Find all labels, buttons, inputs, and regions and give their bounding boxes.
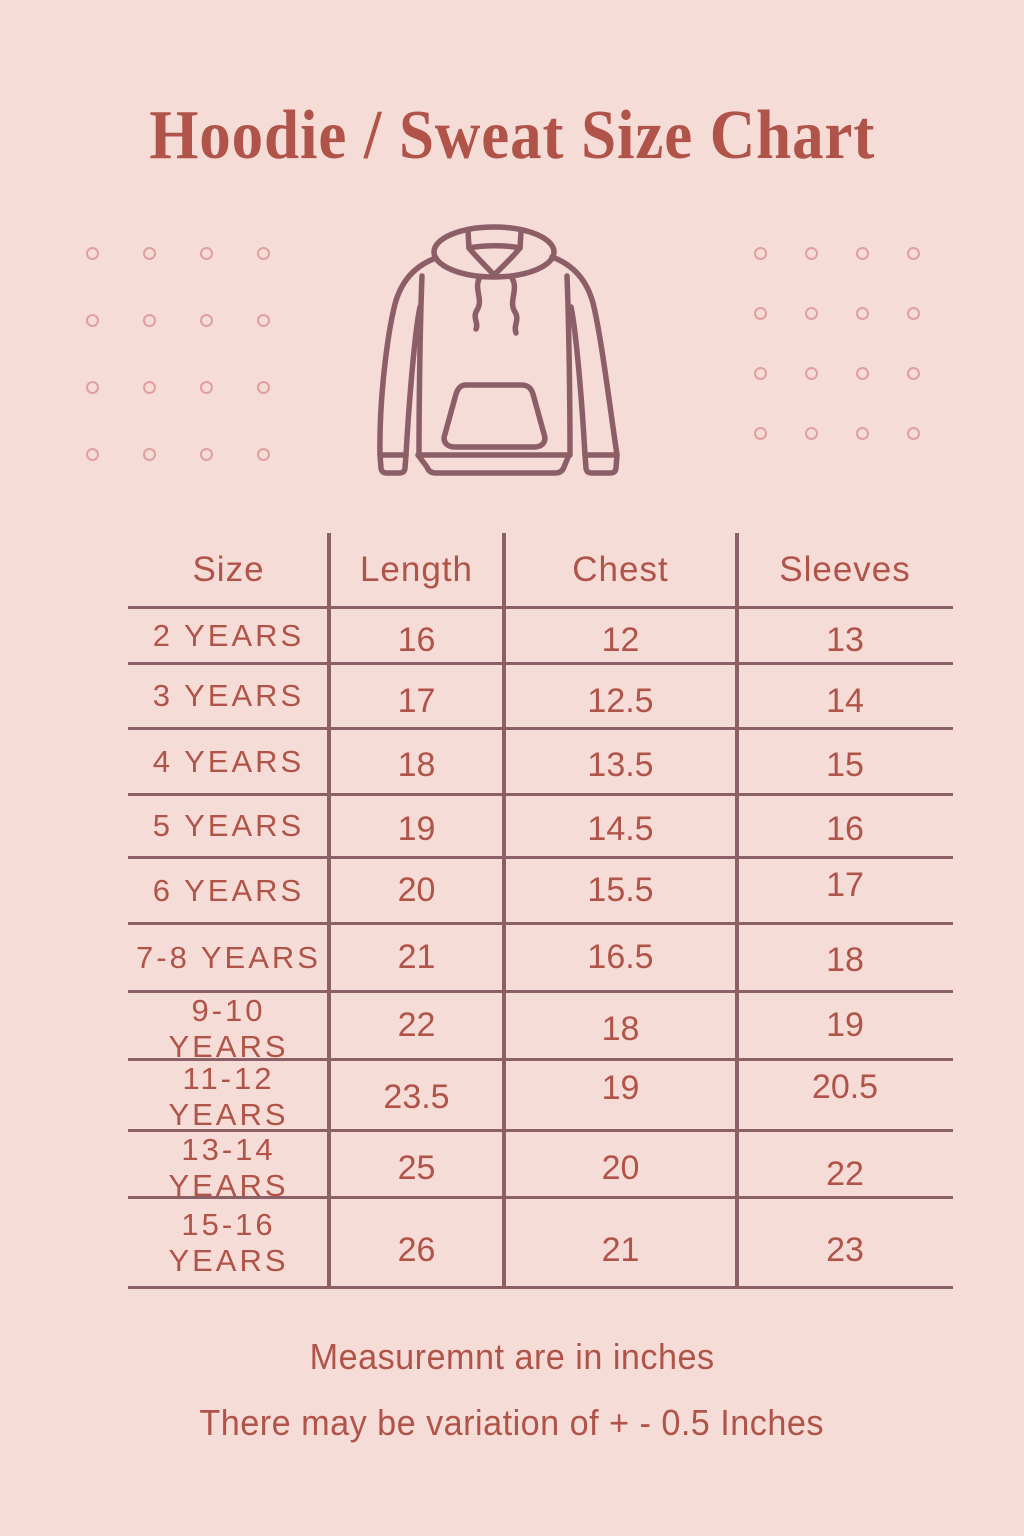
chest-cell: 14.5 — [587, 809, 654, 848]
dot-ring-icon — [805, 247, 818, 260]
page-title-wrap — [0, 96, 1024, 176]
chest-cell: 12 — [601, 621, 640, 659]
sleeves-cell: 22 — [826, 1154, 864, 1193]
dot-ring-icon — [856, 367, 869, 380]
dot-ring-icon — [907, 367, 920, 380]
chest-cell: 20 — [601, 1148, 640, 1187]
dot-ring-icon — [805, 427, 818, 440]
size-cell: 15-16 YEARS — [168, 1206, 289, 1278]
length-cell: 19 — [397, 809, 436, 848]
dot-ring-icon — [86, 448, 99, 461]
table-row — [128, 1061, 953, 1132]
measurement-note — [0, 1336, 1024, 1378]
chest-cell: 13.5 — [587, 746, 654, 784]
table-row — [128, 925, 953, 993]
length-cell: 26 — [397, 1231, 436, 1269]
length-cell: 20 — [397, 871, 436, 909]
dot-ring-icon — [143, 381, 156, 394]
dot-ring-icon — [200, 247, 213, 260]
dot-ring-icon — [805, 367, 818, 380]
dot-ring-icon — [754, 247, 767, 260]
column-header-sleeves: Sleeves — [779, 549, 911, 589]
table-row — [128, 665, 953, 730]
dot-ring-icon — [86, 247, 99, 260]
dot-ring-icon — [200, 381, 213, 394]
dot-grid-right-decoration — [754, 247, 920, 440]
column-header-size: Size — [192, 549, 265, 589]
measurement-note-text: Measuremnt are in inches — [309, 1336, 715, 1377]
chest-cell: 21 — [601, 1231, 640, 1269]
size-cell: 13-14 YEARS — [168, 1132, 289, 1203]
sleeves-cell: 20.5 — [811, 1067, 879, 1106]
size-chart-table — [128, 533, 953, 1289]
variation-note — [0, 1402, 1024, 1444]
chest-cell: 19 — [601, 1068, 640, 1107]
table-row — [128, 859, 953, 925]
dot-ring-icon — [907, 427, 920, 440]
sleeves-cell: 15 — [826, 746, 864, 784]
table-row — [128, 730, 953, 796]
dot-ring-icon — [856, 247, 869, 260]
sleeves-cell: 19 — [826, 1005, 864, 1044]
dot-ring-icon — [754, 367, 767, 380]
length-cell: 22 — [397, 1005, 436, 1044]
sleeves-cell: 13 — [826, 621, 864, 659]
variation-note-text: There may be variation of + - 0.5 Inches — [199, 1402, 825, 1443]
length-cell: 23.5 — [383, 1077, 450, 1116]
dot-ring-icon — [257, 314, 270, 327]
column-header-length: Length — [359, 549, 474, 589]
dot-ring-icon — [86, 314, 99, 327]
dot-ring-icon — [257, 448, 270, 461]
page-title: Hoodie / Sweat Size Chart — [149, 97, 875, 174]
size-cell: 9-10 YEARS — [168, 993, 289, 1064]
chest-cell: 12.5 — [587, 681, 654, 720]
hoodie-icon — [360, 215, 660, 485]
sleeves-cell: 17 — [826, 866, 864, 904]
dot-ring-icon — [754, 427, 767, 440]
dot-ring-icon — [86, 381, 99, 394]
size-cell: 11-12 YEARS — [168, 1061, 289, 1132]
table-header-row — [128, 533, 953, 609]
sleeves-cell: 23 — [826, 1231, 864, 1269]
table-row — [128, 796, 953, 859]
chest-cell: 15.5 — [587, 871, 654, 909]
length-cell: 18 — [397, 746, 436, 784]
size-cell: 3 YEARS — [152, 678, 305, 713]
dot-ring-icon — [754, 307, 767, 320]
dot-ring-icon — [143, 247, 156, 260]
dot-ring-icon — [200, 448, 213, 461]
length-cell: 21 — [397, 938, 436, 976]
dot-ring-icon — [856, 307, 869, 320]
size-cell: 4 YEARS — [152, 743, 305, 779]
dot-ring-icon — [257, 381, 270, 394]
dot-ring-icon — [200, 314, 213, 327]
size-cell: 7-8 YEARS — [136, 939, 321, 975]
length-cell: 17 — [397, 681, 436, 720]
dot-ring-icon — [257, 247, 270, 260]
sleeves-cell: 16 — [826, 809, 864, 848]
sleeves-cell: 14 — [826, 681, 864, 720]
column-header-chest: Chest — [572, 549, 669, 589]
sleeves-cell: 18 — [826, 941, 864, 979]
dot-ring-icon — [143, 448, 156, 461]
dot-ring-icon — [907, 247, 920, 260]
chest-cell: 16.5 — [587, 938, 654, 976]
table-row — [128, 609, 953, 665]
length-cell: 25 — [397, 1148, 436, 1187]
size-cell: 5 YEARS — [152, 808, 305, 843]
dot-ring-icon — [907, 307, 920, 320]
table-row — [128, 1199, 953, 1289]
dot-ring-icon — [143, 314, 156, 327]
length-cell: 16 — [397, 621, 436, 659]
dot-ring-icon — [805, 307, 818, 320]
table-row — [128, 1132, 953, 1203]
size-cell: 6 YEARS — [152, 872, 305, 908]
chest-cell: 18 — [601, 1009, 640, 1048]
size-cell: 2 YEARS — [152, 617, 305, 653]
table-row — [128, 993, 953, 1064]
dot-grid-left-decoration — [86, 247, 270, 461]
dot-ring-icon — [856, 427, 869, 440]
